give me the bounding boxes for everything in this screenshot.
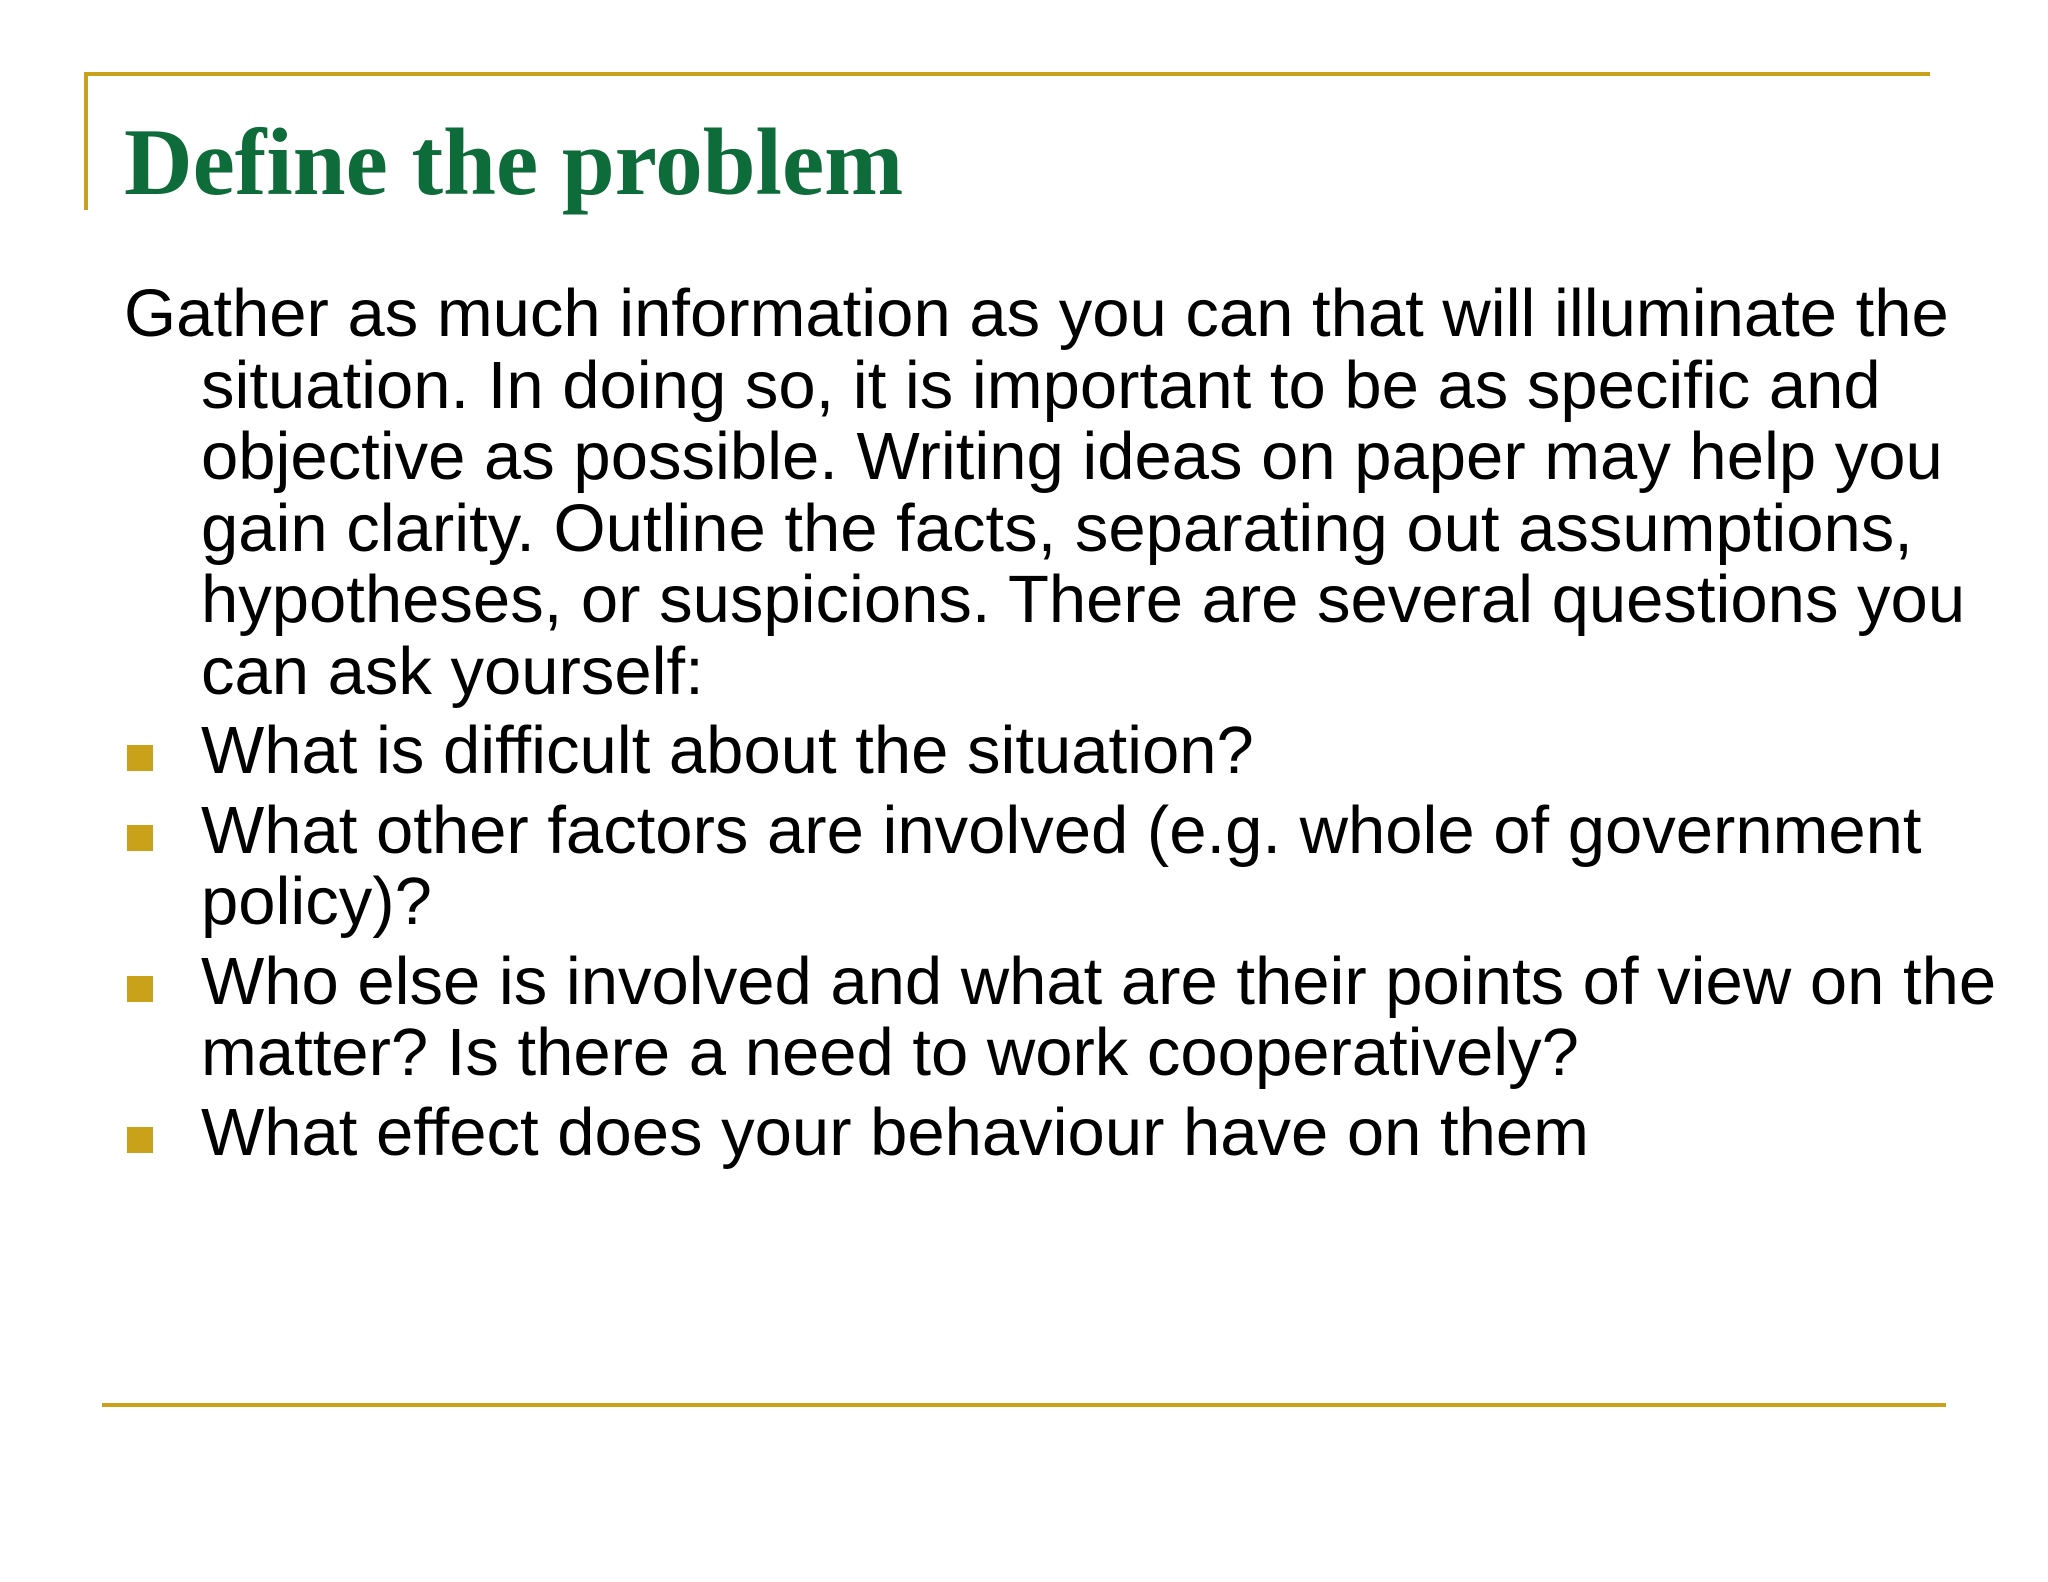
- square-bullet-icon: [127, 825, 153, 851]
- slide-title: Define the problem: [124, 109, 904, 215]
- bullet-text: What effect does your behaviour have on them: [201, 1094, 1589, 1170]
- list-item: [124, 715, 2004, 787]
- list-item: [124, 792, 2004, 939]
- square-bullet-icon: [127, 745, 153, 771]
- top-rule: [84, 72, 1930, 76]
- left-rule: [84, 72, 88, 210]
- bullet-text: What other factors are involved (e.g. whole of government policy)?: [201, 792, 1922, 939]
- square-bullet-icon: [127, 976, 153, 1002]
- slide-body: [124, 278, 2004, 1168]
- bullet-text: Who else is involved and what are their points of view on the matter? Is there a need to work cooperatively?: [201, 943, 1997, 1090]
- intro-paragraph: Gather as much information as you can that will illuminate the situation. In doing so, it is important to be as specific and objective as possible. Writing ideas on paper may help you gain clarity. Outline the facts, separating out assumptions, hypotheses, or suspicions. There are several questions you can ask yourself:: [124, 276, 1966, 709]
- list-item: [124, 943, 2004, 1090]
- square-bullet-icon: [127, 1127, 153, 1153]
- bottom-rule: [102, 1403, 1946, 1407]
- list-item: [124, 1094, 2004, 1170]
- bullet-list: [124, 715, 2004, 1168]
- bullet-text: What is difficult about the situation?: [201, 713, 1254, 788]
